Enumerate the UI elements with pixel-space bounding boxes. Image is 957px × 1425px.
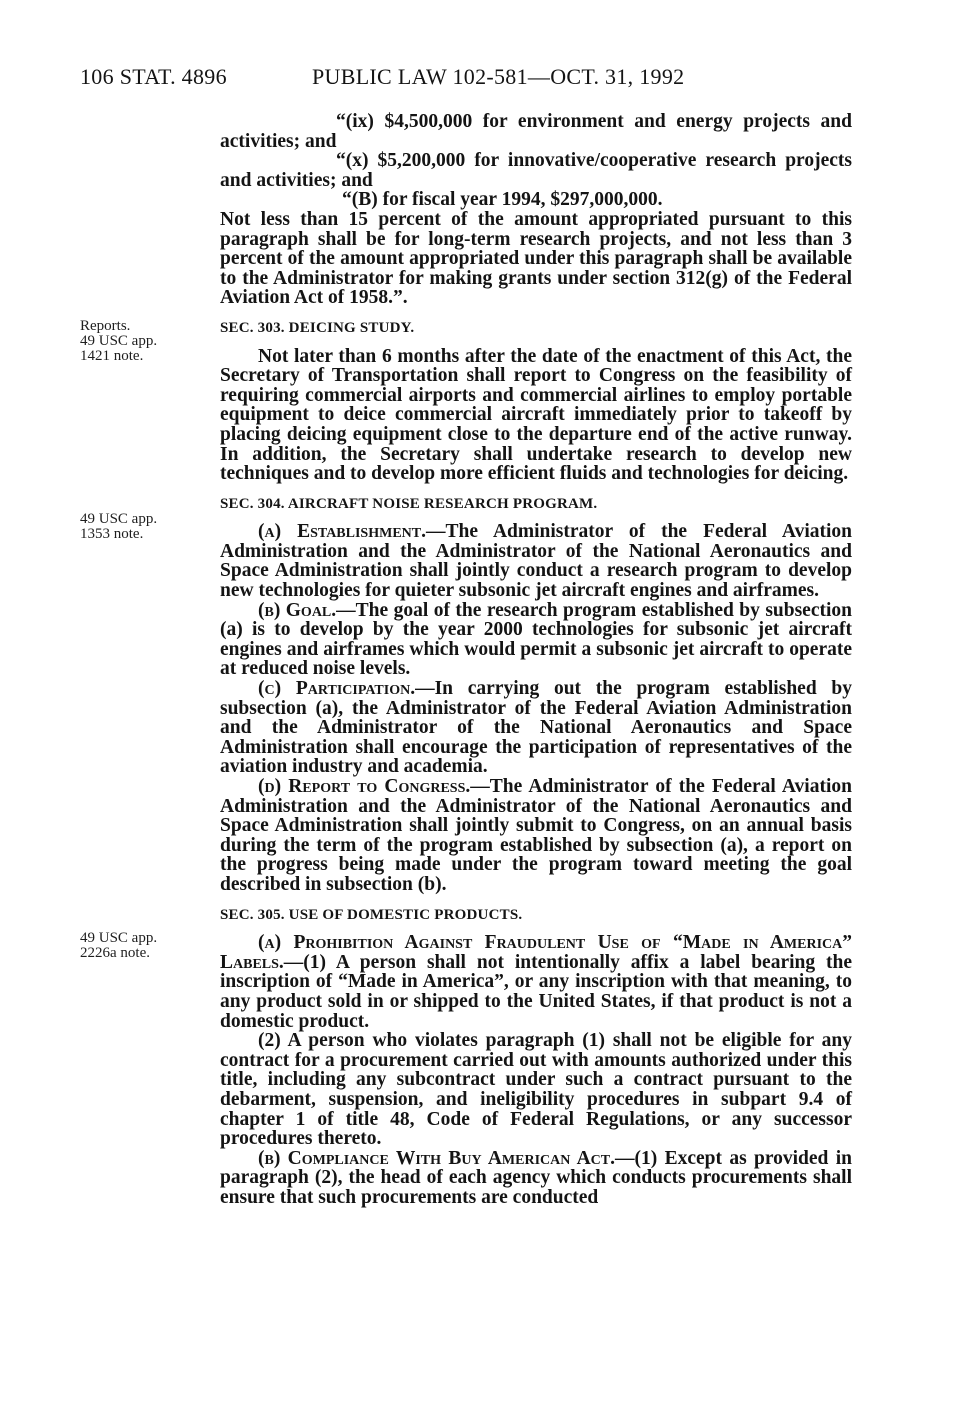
- subsection-label: (c) Participation.: [258, 678, 416, 700]
- section-304c: [220, 679, 852, 777]
- subsection-text: —The Administrator of the Federal Aviation Administration and the Administrator of the National Aeronautics and Space Administration shall jointly submit to Congress, on an annual basis during the term of the program established by subsection (a), a report on the progress being made under the program toward meeting the goal described in subsection (b).: [220, 776, 852, 895]
- section-304a: [220, 522, 852, 600]
- subsection-text: —(1) A person shall not intentionally affix a label bearing the inscription of “Made in America”, or any inscription with that meaning, to any product sold in or shipped to the United States, if that product is not a domestic product.: [220, 951, 852, 1032]
- margin-note-sec305: [80, 931, 157, 961]
- section-305a: [220, 933, 852, 1031]
- clause-b: “(B) for fiscal year 1994, $297,000,000.: [342, 189, 663, 211]
- margin-note-line: 49 USC app.: [80, 930, 158, 946]
- section-303-text: Not later than 6 months after the date of the enactment of this Act, the Secretary of Transportation shall report to Congress on the feasibility of requiring commercial airports and commercial airlines to employ portable equipment to deice commercial aircraft immediately prior to takeoff by placing deicing equipment close to the departure end of the active runway. In addition, the Secretary shall undertake research to develop new techniques and to develop more efficient fluids and technologies for deicing.: [220, 345, 852, 485]
- section-303-heading: SEC. 303. DEICING STUDY.: [220, 319, 415, 336]
- stat-page-number: 106 STAT. 4896: [80, 64, 227, 89]
- section-305-heading: SEC. 305. USE OF DOMESTIC PRODUCTS.: [220, 906, 523, 923]
- margin-note-sec303: [80, 319, 157, 364]
- section-304-heading: SEC. 304. AIRCRAFT NOISE RESEARCH PROGRAM.: [220, 495, 598, 512]
- subsection-text: —The Administrator of the Federal Aviation Administration and the Administrator of the National Aeronautics and Space Administration shall jointly conduct a research program to develop new technologies for quieter subsonic jet aircraft engines and airframes.: [220, 521, 852, 602]
- body-text: [220, 112, 852, 1207]
- margin-note-line: 2226a note.: [80, 945, 150, 961]
- subsection-label: (a) Establishment.: [258, 521, 426, 543]
- subsection-label: (d) Report to Congress.: [258, 776, 471, 797]
- margin-note-line: Reports.: [80, 318, 131, 334]
- closing-paragraph: Not less than 15 percent of the amount appropriated pursuant to this paragraph shall be for long-term research projects, and not less than 3 percent of the amount appropriated under this paragraph shall be available to the Administrator for making grants under section 312(g) of the Federal Aviation Act of 1958.”.: [220, 208, 852, 309]
- clause-ix: “(ix) $4,500,000 for environment and energy projects and activities; and: [220, 111, 852, 152]
- subsection-label: (b) Compliance With Buy American Act.: [258, 1147, 616, 1169]
- margin-note-line: 49 USC app.: [80, 511, 158, 527]
- subsection-text: —(1) Except as provided in paragraph (2), the head of each agency which conducts procurements shall ensure that such procurements are conducted: [220, 1147, 852, 1208]
- section-305a-2: (2) A person who violates paragraph (1) shall not be eligible for any contract for a procurement carried out with amounts authorized under this title, including any subcontract under such a contract pursuant to the debarment, suspension, and ineligibility procedures in subpart 9.4 of chapter 1 of title 48, Code of Federal Regulations, or any successor procedures thereto.: [220, 1030, 852, 1150]
- section-304d: [220, 777, 852, 895]
- section-304b: [220, 601, 852, 679]
- running-header: PUBLIC LAW 102-581—OCT. 31, 1992: [312, 64, 685, 89]
- subsection-label: (a) Prohibition Against Fraudulent Use of “Made in America” Labels.: [220, 932, 852, 973]
- subsection-text: —In carrying out the program established by subsection (a), the Administrator of the Federal Aviation Administration and the Administrator of the National Aeronautics and Space Administration shall encourage the participation of representatives of the aviation industry and academia.: [220, 678, 852, 778]
- margin-note-line: 1353 note.: [80, 526, 144, 542]
- subsection-text: —The goal of the research program established by subsection (a) is to develop by the year 2000 technologies for subsonic jet aircraft engines and airframes which would permit a subsonic jet aircraft to operate at reduced noise levels.: [220, 599, 852, 680]
- clause-x: “(x) $5,200,000 for innovative/cooperative research projects and activities; and: [220, 150, 852, 191]
- margin-note-sec304: [80, 512, 157, 542]
- margin-note-line: 1421 note.: [80, 348, 144, 364]
- margin-note-line: 49 USC app.: [80, 333, 158, 349]
- section-305b: [220, 1149, 852, 1208]
- subsection-label: (b) Goal.: [258, 599, 337, 621]
